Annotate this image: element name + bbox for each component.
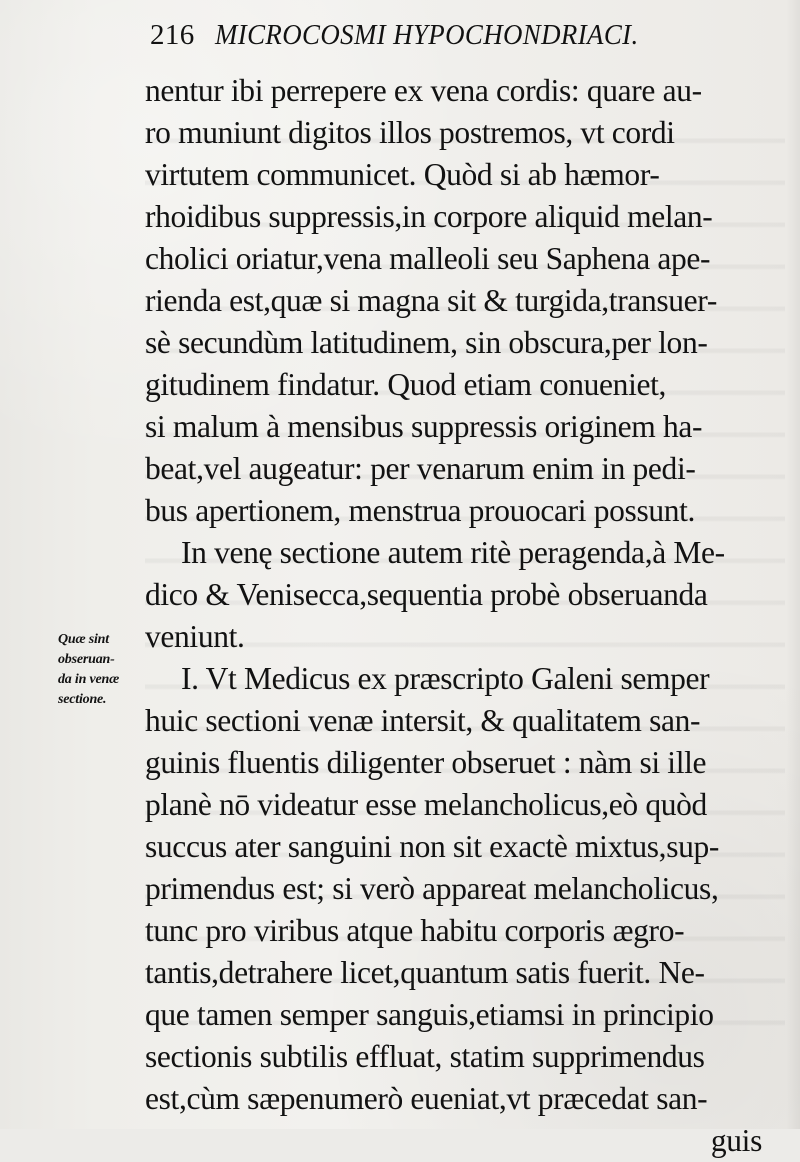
text-line: si malum à mensibus suppressis originem ha- bbox=[145, 409, 703, 444]
margin-note-line: Quæ sint bbox=[58, 632, 109, 647]
text-line: virtutem communicet. Quòd si ab hæmor- bbox=[145, 157, 660, 192]
text-line: nentur ibi perrepere ex vena cordis: quare au- bbox=[145, 73, 702, 108]
text-line: rhoidibus suppressis,in corpore aliquid melan- bbox=[145, 199, 713, 234]
page-number: 216 bbox=[150, 19, 195, 51]
text-line: que tamen semper sanguis,etiamsi in principio bbox=[145, 997, 714, 1032]
text-line: ro muniunt digitos illos postremos, vt cordi bbox=[145, 115, 675, 150]
main-text bbox=[145, 70, 780, 1158]
text-line: sè secundùm latitudinem, sin obscura,per lon- bbox=[145, 325, 708, 360]
text-line: est,cùm sæpenumerò eueniat,vt præcedat san- bbox=[145, 1081, 708, 1116]
margin-note-line: obseruan- bbox=[58, 652, 115, 667]
text-line: huic sectioni venæ intersit, & qualitatem san- bbox=[145, 703, 701, 738]
running-head bbox=[150, 14, 730, 56]
text-line: dico & Venisecca,sequentia probè obseruanda bbox=[145, 577, 708, 612]
text-line: succus ater sanguini non sit exactè mixtus,sup- bbox=[145, 829, 720, 864]
page-edge-shadow bbox=[786, 0, 800, 1129]
numbered-paragraph-line: I. Vt Medicus ex præscripto Galeni semper bbox=[181, 661, 710, 696]
text-line: guinis fluentis diligenter obseruet : nàm si ille bbox=[145, 745, 707, 780]
text-line: sectionis subtilis effluat, statim supprimendus bbox=[145, 1039, 705, 1074]
text-line: planè nō videatur esse melancholicus,eò quòd bbox=[145, 787, 707, 822]
text-line: bus apertionem, menstrua prouocari possunt. bbox=[145, 493, 696, 528]
text-line: cholici oriatur,vena malleoli seu Saphena ape- bbox=[145, 241, 711, 276]
catchword: guis bbox=[710, 1123, 762, 1158]
text-line: tunc pro viribus atque habitu corporis ægro- bbox=[145, 913, 685, 948]
text-line: beat,vel augeatur: per venarum enim in pedi- bbox=[145, 451, 696, 486]
margin-note bbox=[58, 630, 142, 710]
running-title: MICROCOSMI HYPOCHONDRIACI. bbox=[215, 20, 640, 51]
margin-note-line: da in venæ bbox=[58, 672, 120, 687]
text-line: primendus est; si verò appareat melancholicus, bbox=[145, 871, 719, 906]
text-line: gitudinem findatur. Quod etiam conueniet, bbox=[145, 367, 667, 402]
text-line: rienda est,quæ si magna sit & turgida,transuer- bbox=[145, 283, 717, 318]
text-line: veniunt. bbox=[145, 619, 245, 654]
text-line: tantis,detrahere licet,quantum satis fuerit. Ne- bbox=[145, 955, 705, 990]
paragraph-first-line: In venę sectione autem ritè peragenda,à Me- bbox=[181, 535, 725, 570]
margin-note-line: sectione. bbox=[58, 692, 107, 707]
